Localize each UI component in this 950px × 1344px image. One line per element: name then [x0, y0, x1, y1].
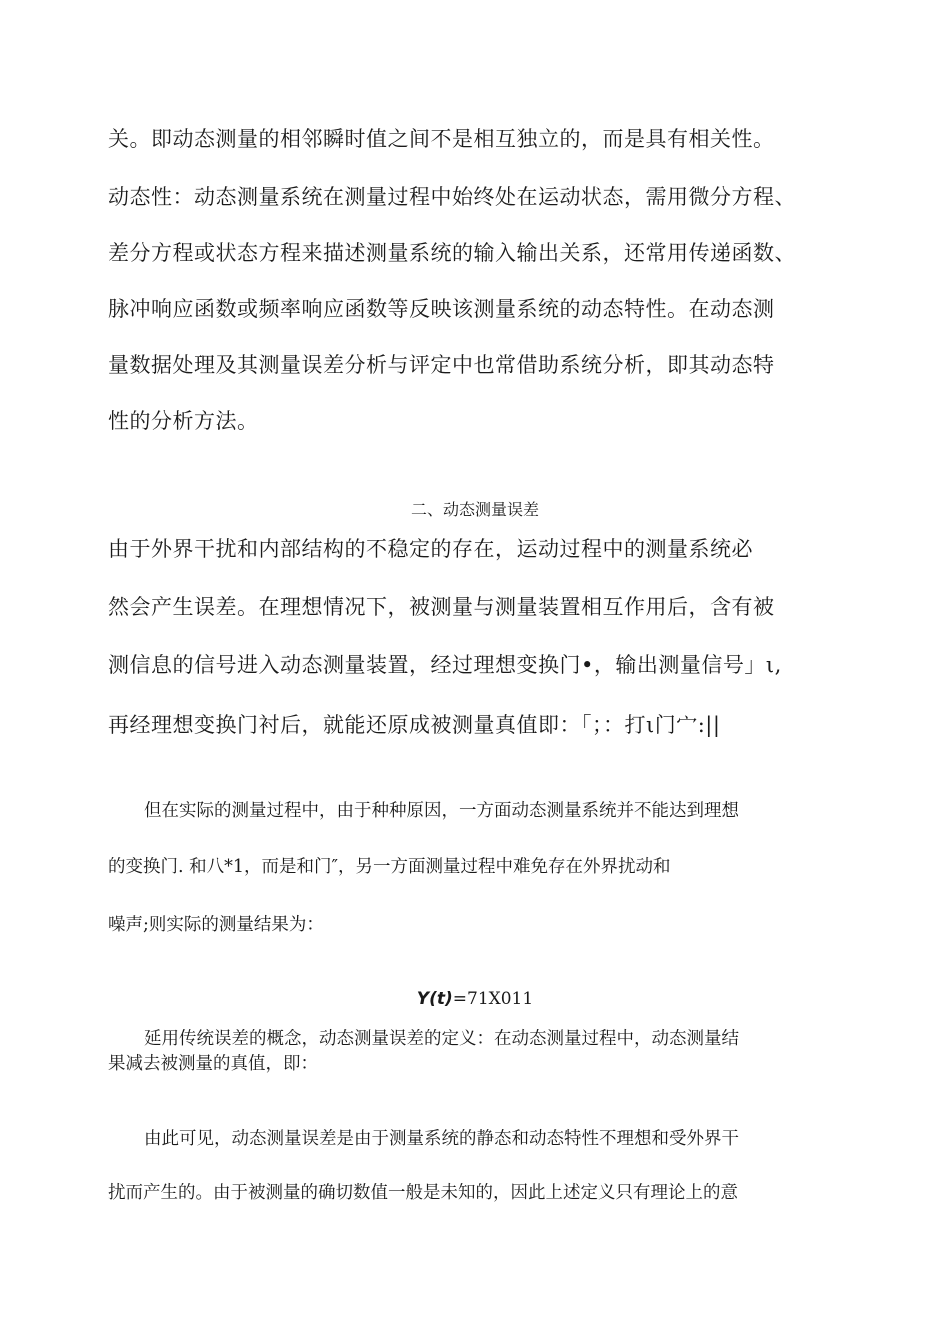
- paragraph-line: 扰而产生的。由于被测量的确切数值一般是未知的，因此上述定义只有理论上的意: [108, 1183, 738, 1203]
- paragraph-line: 再经理想变换门衬后，就能还原成被测量真值即：「；：打ι门宀:||: [108, 713, 721, 737]
- paragraph-line: 由此可见，动态测量误差是由于测量系统的静态和动态特性不理想和受外界干: [144, 1129, 739, 1149]
- paragraph-line: 果减去被测量的真值，即：: [108, 1054, 318, 1074]
- formula-rhs: =71X011: [452, 989, 534, 1009]
- paragraph-line: 关。即动态测量的相邻瞬时值之间不是相互独立的，而是具有相关性。: [108, 127, 775, 151]
- paragraph-line: 动态性：动态测量系统在测量过程中始终处在运动状态，需用微分方程、: [108, 185, 796, 209]
- paragraph-line: 的变换门. 和八*1，而是和门″，另一方面测量过程中难免存在外界扰动和: [108, 857, 671, 877]
- paragraph-line: 量数据处理及其测量误差分析与评定中也常借助系统分析，即其动态特: [108, 353, 775, 377]
- section-heading: 二、动态测量误差: [410, 500, 539, 519]
- formula-lhs: Y(t): [416, 989, 453, 1009]
- paragraph-line: 然会产生误差。在理想情况下，被测量与测量装置相互作用后，含有被: [108, 595, 775, 619]
- paragraph-line: 由于外界干扰和内部结构的不稳定的存在，运动过程中的测量系统必: [108, 537, 753, 561]
- paragraph-line: 性的分析方法。: [108, 409, 259, 433]
- paragraph-line: 脉冲响应函数或频率响应函数等反映该测量系统的动态特性。在动态测: [108, 297, 775, 321]
- paragraph-line: 延用传统误差的概念，动态测量误差的定义：在动态测量过程中，动态测量结: [144, 1029, 739, 1049]
- paragraph-line: 但在实际的测量过程中，由于种种原因，一方面动态测量系统并不能达到理想: [144, 801, 739, 821]
- paragraph-line: 噪声;则实际的测量结果为：: [108, 915, 324, 935]
- paragraph-line: 测信息的信号进入动态测量装置，经过理想变换门•，输出测量信号」ι,: [108, 653, 782, 677]
- formula: [0, 989, 950, 1009]
- paragraph-line: 差分方程或状态方程来描述测量系统的输入输出关系，还常用传递函数、: [108, 241, 796, 265]
